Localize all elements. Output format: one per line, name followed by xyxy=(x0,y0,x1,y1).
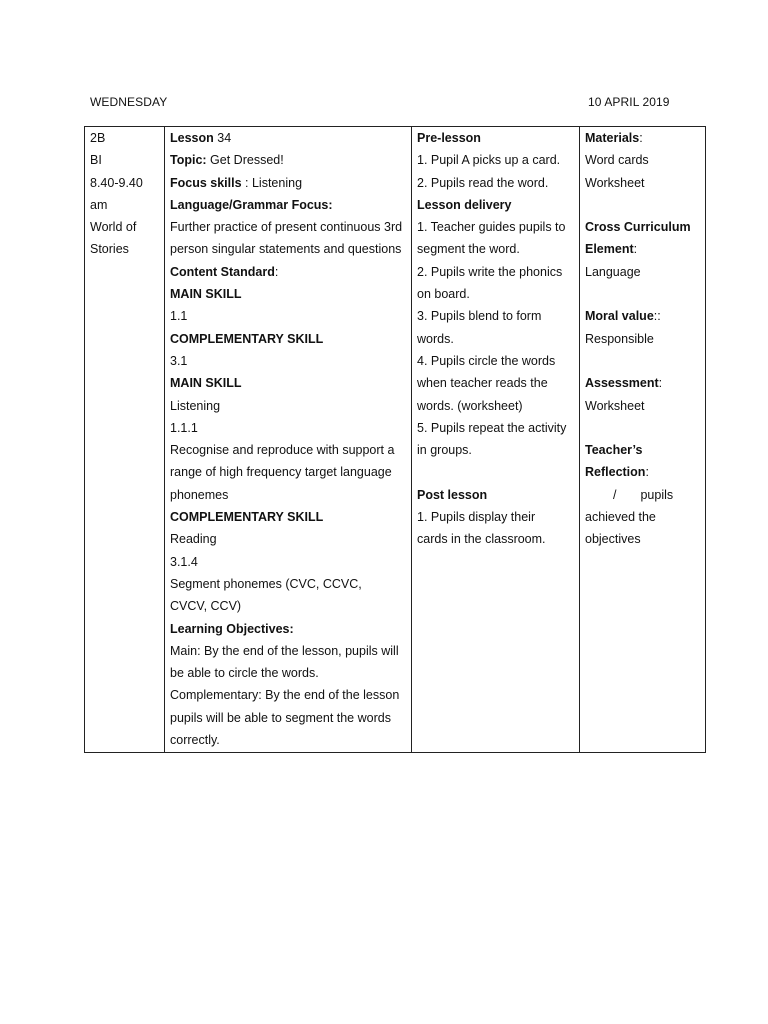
time: 8.40-9.40 xyxy=(90,175,143,190)
cce-value: Language xyxy=(585,264,641,279)
spacer xyxy=(585,194,700,216)
pre-lesson-step-2: 2. Pupils read the word. xyxy=(417,175,549,190)
main-skill-desc-1: Recognise and reproduce with support a xyxy=(170,443,395,458)
main-skill-heading: MAIN SKILL xyxy=(170,287,242,302)
objective-comp-3: correctly. xyxy=(170,733,220,748)
lesson-steps-cell xyxy=(412,127,580,753)
delivery-line: 4. Pupils circle the words xyxy=(417,353,556,368)
main-skill-code: 1.1.1 xyxy=(170,420,198,435)
objective-comp-2: pupils will be able to segment the words xyxy=(170,710,391,725)
complementary-skill-heading-2: COMPLEMENTARY SKILL xyxy=(170,510,324,525)
main-skill-desc-3: phonemes xyxy=(170,487,229,502)
reflection-rest-1: achieved the xyxy=(585,510,656,525)
materials-label: Materials: xyxy=(585,131,643,145)
spacer xyxy=(585,283,700,305)
complementary-skill-desc-2: CVCV, CCV) xyxy=(170,599,242,614)
spacer xyxy=(417,461,574,483)
moral-value-label: Moral value:: xyxy=(585,309,661,324)
subject: BI xyxy=(90,153,102,168)
complementary-skill-value: 3.1 xyxy=(170,353,188,368)
post-lesson-line-2: cards in the classroom. xyxy=(417,532,546,547)
date-heading: 10 APRIL 2019 xyxy=(588,95,670,109)
spacer xyxy=(585,350,700,372)
delivery-line: when teacher reads the xyxy=(417,376,548,391)
content-standard-label: Content Standard: xyxy=(170,264,279,279)
delivery-line: on board. xyxy=(417,287,470,302)
delivery-line: words. xyxy=(417,331,454,346)
post-lesson-line-1: 1. Pupils display their xyxy=(417,510,536,525)
main-skill-desc-2: range of high frequency target language xyxy=(170,465,392,480)
pre-lesson-label: Pre-lesson xyxy=(417,131,481,145)
assessment-label: Assessment: xyxy=(585,376,663,391)
complementary-skill-name: Reading xyxy=(170,532,217,547)
learning-objectives-label: Learning Objectives: xyxy=(170,621,294,636)
material-item: Word cards xyxy=(585,153,649,168)
main-skill-heading-2: MAIN SKILL xyxy=(170,376,242,391)
delivery-line: words. (worksheet) xyxy=(417,398,523,413)
language-focus-text-1: Further practice of present continuous 3rd xyxy=(170,220,403,235)
spacer xyxy=(585,417,700,439)
complementary-skill-desc-1: Segment phonemes (CVC, CCVC, xyxy=(170,576,362,591)
complementary-skill-heading: COMPLEMENTARY SKILL xyxy=(170,331,324,346)
post-lesson-label: Post lesson xyxy=(417,487,488,502)
main-skill-value: 1.1 xyxy=(170,309,188,324)
day-heading: WEDNESDAY xyxy=(90,95,168,109)
theme-line-1: World of xyxy=(90,220,137,235)
time-suffix: am xyxy=(90,197,108,212)
moral-value: Responsible xyxy=(585,331,654,346)
theme-line-2: Stories xyxy=(90,242,129,257)
lesson-number: Lesson 34 xyxy=(170,131,232,145)
reflection-rest-2: objectives xyxy=(585,532,641,547)
reflection-label-2: Reflection: xyxy=(585,465,649,480)
focus-skills: Focus skills : Listening xyxy=(170,175,303,190)
cce-label-1: Cross Curriculum xyxy=(585,220,691,235)
reflection-blank: / pupils xyxy=(613,487,674,502)
lesson-details-cell xyxy=(165,127,412,753)
language-focus-label: Language/Grammar Focus: xyxy=(170,197,333,212)
materials-cell xyxy=(580,127,706,753)
topic: Topic: Get Dressed! xyxy=(170,153,284,168)
complementary-skill-code: 3.1.4 xyxy=(170,554,198,569)
delivery-line: 5. Pupils repeat the activity xyxy=(417,420,567,435)
assessment-value: Worksheet xyxy=(585,398,645,413)
main-skill-name: Listening xyxy=(170,398,221,413)
language-focus-text-2: person singular statements and questions xyxy=(170,242,402,257)
objective-comp-1: Complementary: By the end of the lesson xyxy=(170,688,400,703)
class-name: 2B xyxy=(90,131,106,145)
objective-main-1: Main: By the end of the lesson, pupils will xyxy=(170,643,399,658)
class-info-cell xyxy=(85,127,165,753)
material-item: Worksheet xyxy=(585,175,645,190)
cce-label-2: Element: xyxy=(585,242,638,257)
delivery-line: in groups. xyxy=(417,443,472,458)
objective-main-2: be able to circle the words. xyxy=(170,666,319,681)
lesson-plan-table xyxy=(84,126,706,753)
delivery-line: segment the word. xyxy=(417,242,520,257)
delivery-line: 2. Pupils write the phonics xyxy=(417,264,563,279)
delivery-line: 1. Teacher guides pupils to xyxy=(417,220,566,235)
lesson-delivery-label: Lesson delivery xyxy=(417,197,512,212)
reflection-label-1: Teacher’s xyxy=(585,443,643,458)
delivery-line: 3. Pupils blend to form xyxy=(417,309,542,324)
pre-lesson-step-1: 1. Pupil A picks up a card. xyxy=(417,153,561,168)
